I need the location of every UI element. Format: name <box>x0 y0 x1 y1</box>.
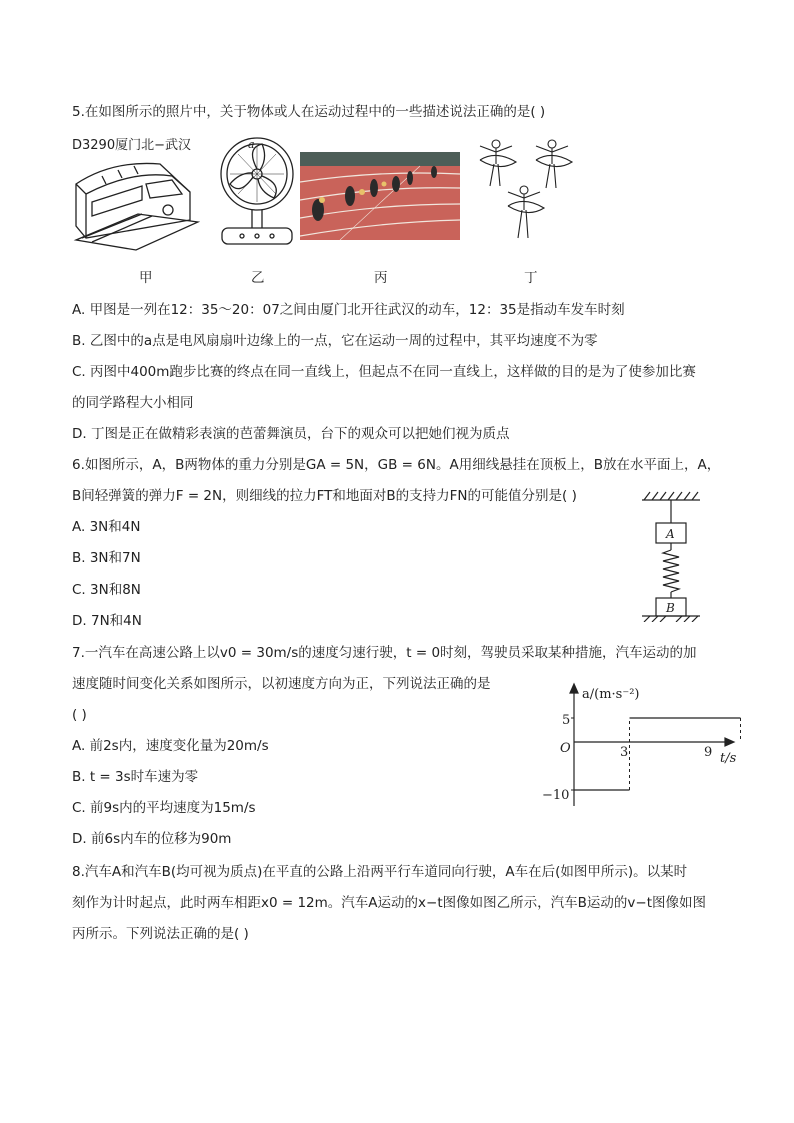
fan-figure <box>216 134 298 246</box>
q7-stem-line1: 7.一汽车在高速公路上以v0 = 30m/s的速度匀速行驶，t = 0时刻，驾驶员采取某种措施，汽车运动的加 <box>72 645 697 661</box>
caption-yi: 乙 <box>251 270 265 286</box>
block-a-label: A <box>666 527 675 541</box>
q7-option-a: A. 前2s内，速度变化量为20m/s <box>72 738 269 754</box>
q7-option-c: C. 前9s内的平均速度为15m/s <box>72 800 256 816</box>
x-tick-label-9: 9 <box>704 745 713 760</box>
fan-point-label: a <box>248 138 255 151</box>
q7-option-d: D. 前6s内车的位移为90m <box>72 831 232 847</box>
acceleration-time-graph <box>530 680 750 810</box>
y-axis-label: a/(m·s⁻²) <box>582 687 640 702</box>
caption-ding: 丁 <box>524 270 538 286</box>
track-photo <box>300 152 460 240</box>
y-tick-label-neg10: −10 <box>542 788 570 803</box>
train-label: D3290厦门北−武汉 <box>72 138 191 153</box>
x-axis-arrow <box>725 738 734 746</box>
caption-jia: 甲 <box>139 270 153 286</box>
y-tick-label-5: 5 <box>562 713 571 728</box>
origin-label: O <box>560 741 571 756</box>
q6-option-b: B. 3N和7N <box>72 550 141 566</box>
q6-option-c: C. 3N和8N <box>72 582 141 598</box>
q5-option-d: D. 丁图是正在做精彩表演的芭蕾舞演员，台下的观众可以把她们视为质点 <box>72 426 510 442</box>
caption-bing: 丙 <box>374 270 388 286</box>
q8-line1: 8.汽车A和汽车B(均可视为质点)在平直的公路上沿两平行车道同向行驶，A车在后(如图甲所示)。以某时 <box>72 864 688 880</box>
q6-option-a: A. 3N和4N <box>72 519 141 535</box>
q7-stem-line3: ( ) <box>72 707 87 723</box>
q5-option-b: B. 乙图中的a点是电风扇扇叶边缘上的一点，它在运动一周的过程中，其平均速度不为零 <box>72 333 598 349</box>
q6-stem-line2: B间轻弹簧的弹力F = 2N，则细线的拉力FT和地面对B的支持力FN的可能值分别是( ) <box>72 488 577 504</box>
q5-option-a: A. 甲图是一列在12：35～20：07之间由厦门北开往武汉的动车，12：35是指动车发车时刻 <box>72 302 625 318</box>
q7-option-b: B. t = 3s时车速为零 <box>72 769 199 785</box>
q8-line3: 丙所示。下列说法正确的是( ) <box>72 926 249 942</box>
q5-stem: 5.在如图所示的照片中，关于物体或人在运动过程中的一些描述说法正确的是( ) <box>72 104 546 120</box>
q6-option-d: D. 7N和4N <box>72 613 142 629</box>
spring-figure <box>636 488 706 622</box>
q6-stem-line1: 6.如图所示，A，B两物体的重力分别是GA = 5N，GB = 6N。A用细线悬挂在顶板上，B放在水平面上，A， <box>72 457 721 473</box>
block-b-label: B <box>666 601 675 615</box>
ballet-figure <box>470 134 580 246</box>
q5-option-c-line2: 的同学路程大小相同 <box>72 395 194 411</box>
q7-stem-line2: 速度随时间变化关系如图所示，以初速度方向为正，下列说法正确的是 <box>72 676 491 692</box>
x-tick-label-3: 3 <box>620 745 629 760</box>
q8-line2: 刻作为计时起点，此时两车相距x0 = 12m。汽车A运动的x−t图像如图乙所示，汽车B运动的v−t图像如图 <box>72 895 706 911</box>
train-figure <box>72 156 200 254</box>
x-axis-label: t/s <box>720 751 737 766</box>
y-axis-arrow <box>570 684 578 693</box>
q5-option-c-line1: C. 丙图中400m跑步比赛的终点在同一直线上，但起点不在同一直线上，这样做的目的是为了使参加比赛 <box>72 364 696 380</box>
